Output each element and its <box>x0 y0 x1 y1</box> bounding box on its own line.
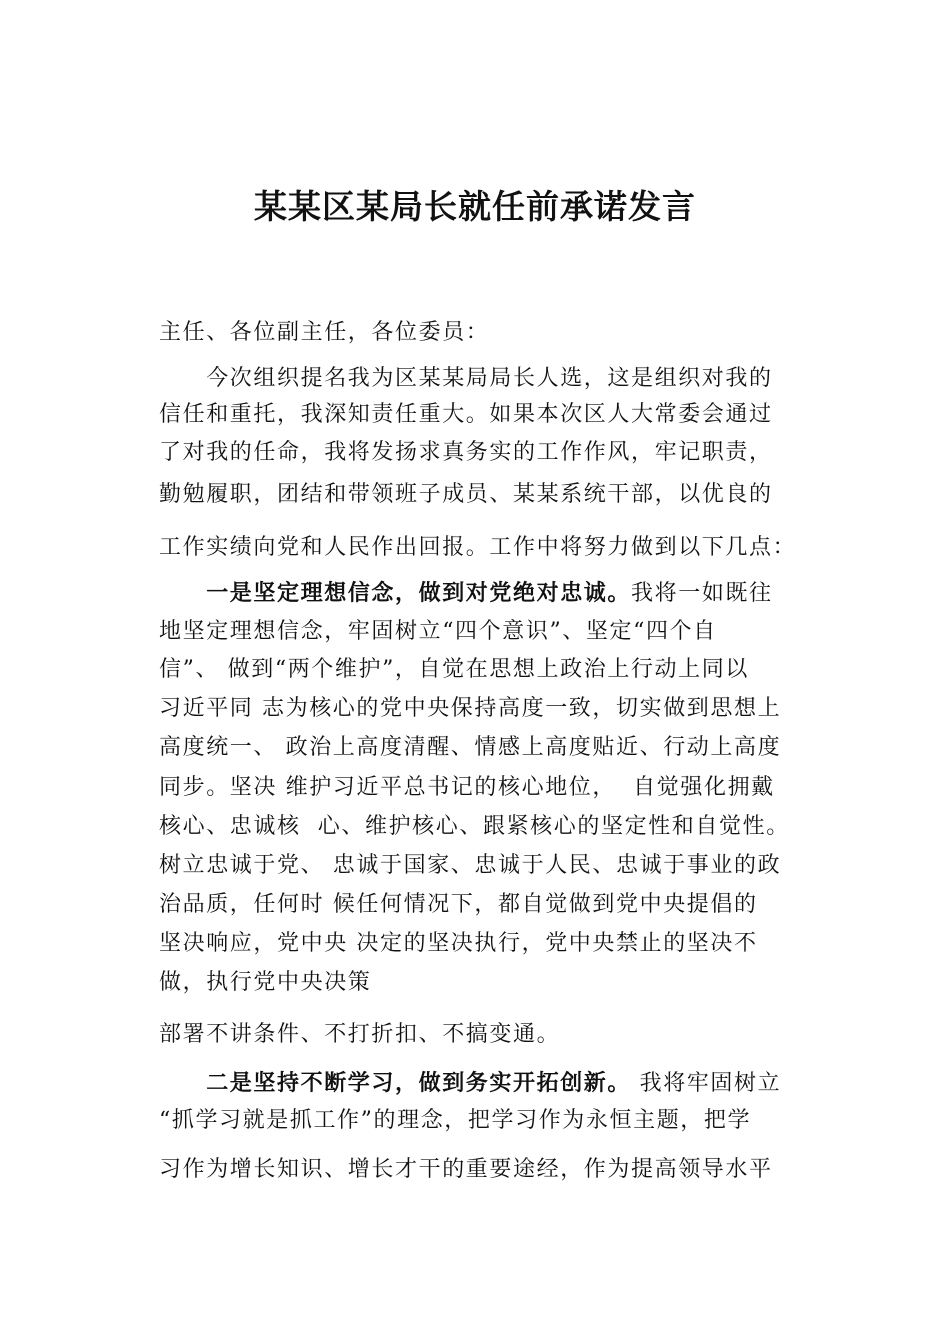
paragraph-line: 坚决响应，党中央 决定的坚决执行，党中央禁止的坚决不 <box>159 931 758 956</box>
paragraph-line: 信”、 做到“两个维护”，自觉在思想上政治上行动上同以 <box>159 657 749 682</box>
paragraph-line: 勤勉履职，团结和带领班子成员、某某系统干部，以优良的 <box>159 482 773 507</box>
paragraph-line: 地坚定理想信念，牢固树立“四个意识”、坚定“四个自 <box>159 619 717 644</box>
paragraph-line: 治品质，任何时 候任何情况下，都自觉做到党中央提倡的 <box>159 892 758 917</box>
paragraph-line: 信任和重托，我深知责任重大。如果本次区人大常委会通过 <box>159 402 773 427</box>
paragraph-line: 做，执行党中央决策 <box>159 970 372 995</box>
paragraph-line: 了对我的任命，我将发扬求真务实的工作作风，牢记职责， <box>159 440 773 465</box>
paragraph-line: 同步。坚决 维护习近平总书记的核心地位， 自觉强化拥戴 <box>159 775 775 800</box>
paragraph-line: 核心、忠诚核 心、维护核心、跟紧核心的坚定性和自觉性。 <box>159 814 790 839</box>
paragraph-line: 工作实绩向党和人民作出回报。工作中将努力做到以下几点： <box>159 535 797 560</box>
section-two-first-line <box>159 1068 781 1099</box>
section-one-first-line <box>159 578 773 609</box>
section-one-heading: 一是坚定理想信念，做到对党绝对忠诚。 <box>159 580 632 606</box>
paragraph-line: 高度统一、 政治上高度清醒、情感上高度贴近、行动上高度 <box>159 735 782 760</box>
section-one-text: 我将一如既往 <box>631 581 773 606</box>
paragraph-line: 今次组织提名我为区某某局局长人选，这是组织对我的 <box>159 366 773 391</box>
document-title: 某某区某局长就任前承诺发言 <box>254 187 696 226</box>
section-two-heading: 二是坚持不断学习，做到务实开拓创新。 <box>159 1070 632 1096</box>
paragraph-line: 习作为增长知识、增长才干的重要途经，作为提高领导水平 <box>159 1157 773 1182</box>
salutation: 主任、各位副主任，各位委员： <box>159 320 490 345</box>
paragraph-line: 习近平同 志为核心的党中央保持高度一致，切实做到思想上 <box>159 696 782 721</box>
section-two-text: 我将牢固树立 <box>631 1071 782 1096</box>
paragraph-line: 树立忠诚于党、 忠诚于国家、忠诚于人民、忠诚于事业的政 <box>159 853 782 878</box>
paragraph-line: “抓学习就是抓工作”的理念，把学习作为永恒主题，把学 <box>159 1108 752 1133</box>
paragraph-line: 部署不讲条件、不打折扣、不搞变通。 <box>159 1022 561 1047</box>
